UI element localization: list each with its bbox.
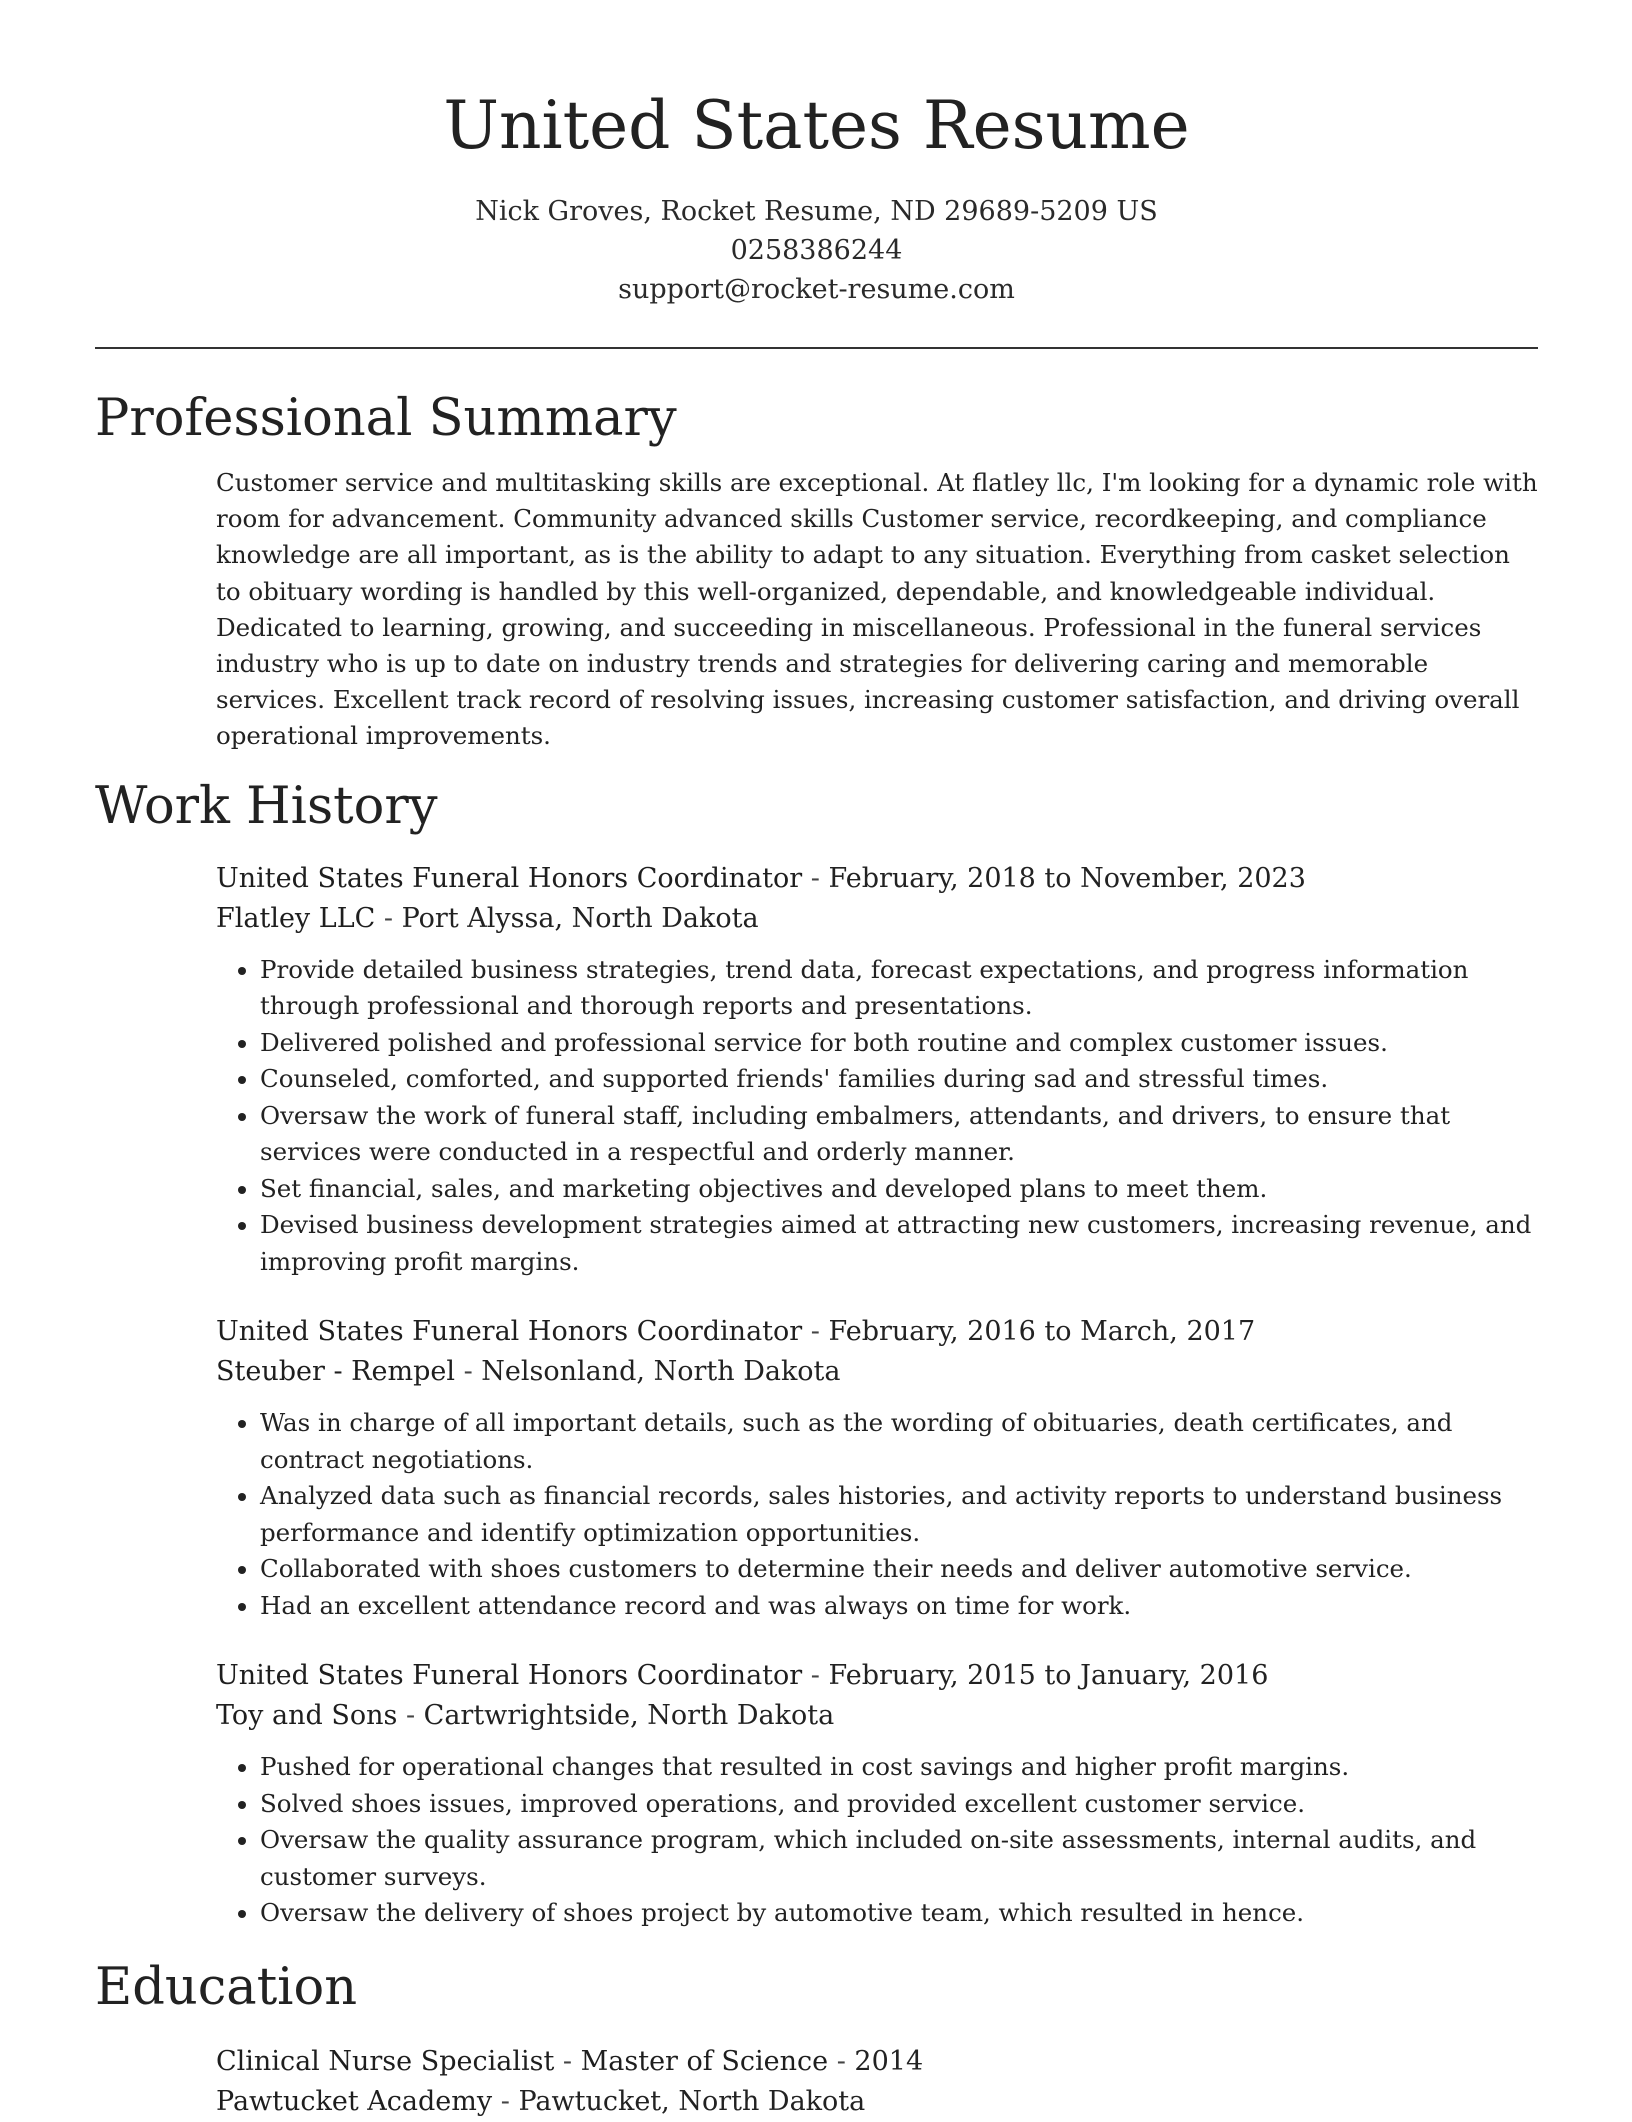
job-bullets [216, 1749, 1538, 1932]
header-divider [95, 347, 1538, 349]
job-entry [216, 859, 1538, 1281]
job-dates: February, 2018 to November, 2023 [828, 862, 1306, 894]
resume-header [95, 0, 1538, 349]
job-title: United States Funeral Honors Coordinator [216, 1316, 803, 1348]
summary-heading: Professional Summary [95, 389, 677, 448]
list-item: • Had an excellent attendance record and was always on time for work. [260, 1588, 1538, 1625]
resume-title: United States Resume [443, 87, 1190, 164]
job-location: Port Alyssa, North Dakota [401, 902, 759, 934]
job-bullets [216, 952, 1538, 1281]
separator: - [492, 2085, 519, 2117]
job-title: United States Funeral Honors Coordinator [216, 862, 803, 894]
separator: - [397, 1700, 424, 1732]
list-item: • Devised business development strategies aimed at attracting new customers, increasing revenue, and improving profit margins. [260, 1207, 1538, 1280]
list-item: • Oversaw the work of funeral staff, including embalmers, attendants, and drivers, to ensure that services were conducted in a respectful and orderly manner. [260, 1098, 1538, 1171]
list-item: • Oversaw the delivery of shoes project by automotive team, which resulted in hence. [260, 1895, 1538, 1932]
education-school: Pawtucket Academy [216, 2085, 493, 2117]
contact-address: Nick Groves, Rocket Resume, ND 29689-5209 US [475, 196, 1158, 227]
job-company: Flatley LLC [216, 902, 376, 934]
job-location: Cartwrightside, North Dakota [423, 1700, 835, 1732]
job-dates: February, 2015 to January, 2016 [828, 1660, 1269, 1692]
job-entry [216, 1656, 1538, 1932]
work-history-section [216, 859, 1538, 1932]
education-location: Pawtucket, North Dakota [518, 2085, 866, 2117]
job-company-line [216, 1696, 1538, 1736]
job-company-line [216, 1352, 1538, 1392]
separator: - [828, 2045, 855, 2077]
separator: - [554, 2045, 581, 2077]
job-bullets [216, 1405, 1538, 1624]
resume-page [95, 0, 1538, 2122]
job-title: United States Funeral Honors Coordinator [216, 1660, 803, 1692]
job-location: Nelsonland, North Dakota [481, 1356, 841, 1388]
job-company: Toy and Sons [216, 1700, 398, 1732]
list-item: • Pushed for operational changes that resulted in cost savings and higher profit margins. [260, 1749, 1538, 1786]
job-title-line [216, 1656, 1538, 1696]
education-year: 2014 [854, 2045, 924, 2077]
list-item: • Analyzed data such as financial records, sales histories, and activity reports to understand business performance and identify optimization opportunities. [260, 1478, 1538, 1551]
contact-email: support@rocket-resume.com [618, 274, 1015, 305]
list-item: • Solved shoes issues, improved operations, and provided excellent customer service. [260, 1786, 1538, 1823]
education-entry [216, 2042, 1538, 2122]
list-item: • Provide detailed business strategies, trend data, forecast expectations, and progress information through professional and thorough reports and presentations. [260, 952, 1538, 1025]
education-field: Clinical Nurse Specialist [216, 2045, 555, 2077]
summary-text: Customer service and multitasking skills are exceptional. At flatley llc, I'm looking for a dynamic role with room for advancement. Community advanced skills Customer service, recordkeeping, and compliance knowledge are all important, as is the ability to adapt to any situation. Everything from casket selection to obituary wording is handled by this well-organized, dependable, and knowledgeable individual. Dedicated to learning, growing, and succeeding in miscellaneous. Professional in the funeral services industry who is up to date on industry trends and strategies for delivering caring and memorable services. Excellent track record of resolving issues, increasing customer satisfaction, and driving overall operational improvements. [216, 468, 1538, 751]
list-item: • Counseled, comforted, and supported friends' families during sad and stressful times. [260, 1061, 1538, 1098]
list-item: • Delivered polished and professional service for both routine and complex customer issues. [260, 1025, 1538, 1062]
work-history-heading: Work History [95, 776, 438, 836]
education-school-line [216, 2082, 1538, 2122]
job-company: Steuber - Rempel [216, 1356, 455, 1388]
separator: - [802, 1316, 829, 1348]
education-degree: Master of Science [580, 2045, 829, 2077]
job-title-line [216, 859, 1538, 899]
job-title-line [216, 1312, 1538, 1352]
separator: - [802, 1660, 829, 1692]
education-heading: Education [95, 1957, 358, 2017]
contact-block [95, 192, 1538, 309]
education-section [216, 2042, 1538, 2122]
list-item: • Set financial, sales, and marketing objectives and developed plans to meet them. [260, 1171, 1538, 1208]
list-item: • Was in charge of all important details, such as the wording of obituaries, death certificates, and contract negotiations. [260, 1405, 1538, 1478]
education-degree-line [216, 2042, 1538, 2082]
job-dates: February, 2016 to March, 2017 [828, 1316, 1256, 1348]
separator: - [802, 862, 829, 894]
list-item: • Oversaw the quality assurance program, which included on-site assessments, internal audits, and customer surveys. [260, 1822, 1538, 1895]
job-entry [216, 1312, 1538, 1624]
separator: - [454, 1356, 482, 1388]
contact-phone: 0258386244 [730, 235, 903, 266]
separator: - [375, 902, 402, 934]
job-company-line [216, 899, 1538, 939]
list-item: • Collaborated with shoes customers to determine their needs and deliver automotive service. [260, 1551, 1538, 1588]
summary-section [216, 465, 1538, 755]
